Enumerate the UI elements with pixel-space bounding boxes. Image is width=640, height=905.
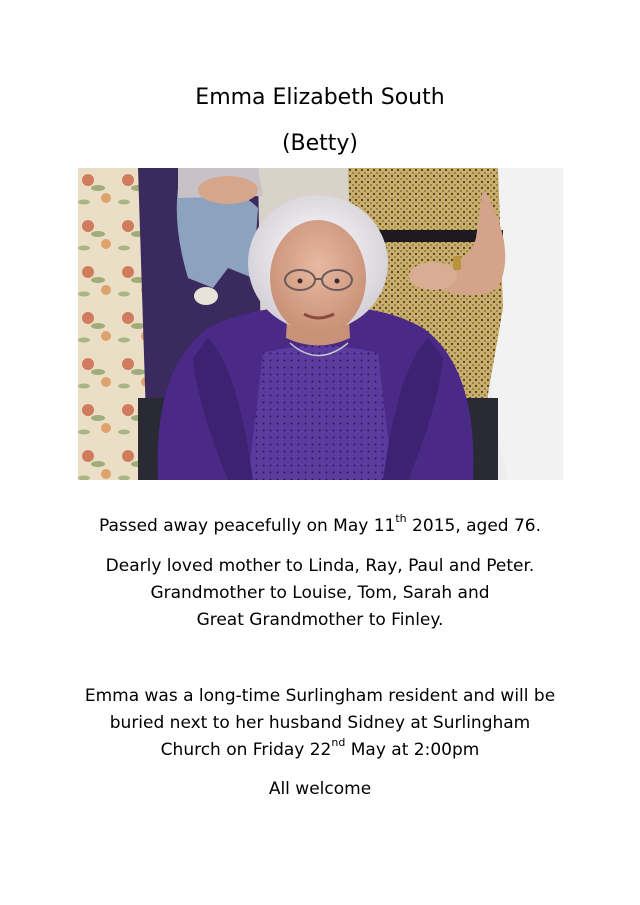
funeral-line-1: Emma was a long-time Surlingham resident and will be <box>84 686 556 706</box>
funeral-ordinal: nd <box>331 736 346 750</box>
funeral-line-2: buried next to her husband Sidney at Surlingham <box>109 713 531 733</box>
notice-name: Emma Elizabeth South <box>195 85 445 110</box>
funeral-line-3 <box>0 736 640 761</box>
funeral-date-after: May at 2:00pm <box>345 740 480 760</box>
family-line-grandmother: Grandmother to Louise, Tom, Sarah and <box>150 583 490 603</box>
portrait-photo <box>78 168 563 480</box>
closing-welcome: All welcome <box>268 779 372 799</box>
passed-text-before: Passed away peacefully on May 11 <box>98 516 396 536</box>
family-line-great-grandmother: Great Grandmother to Finley. <box>196 610 444 630</box>
passed-away-line <box>0 512 640 537</box>
passed-ordinal: th <box>395 512 407 526</box>
family-line-mother: Dearly loved mother to Linda, Ray, Paul and Peter. <box>105 556 535 576</box>
notice-nickname: (Betty) <box>281 131 359 156</box>
funeral-date-before: Church on Friday 22 <box>160 740 332 760</box>
passed-text-after: 2015, aged 76. <box>406 516 542 536</box>
